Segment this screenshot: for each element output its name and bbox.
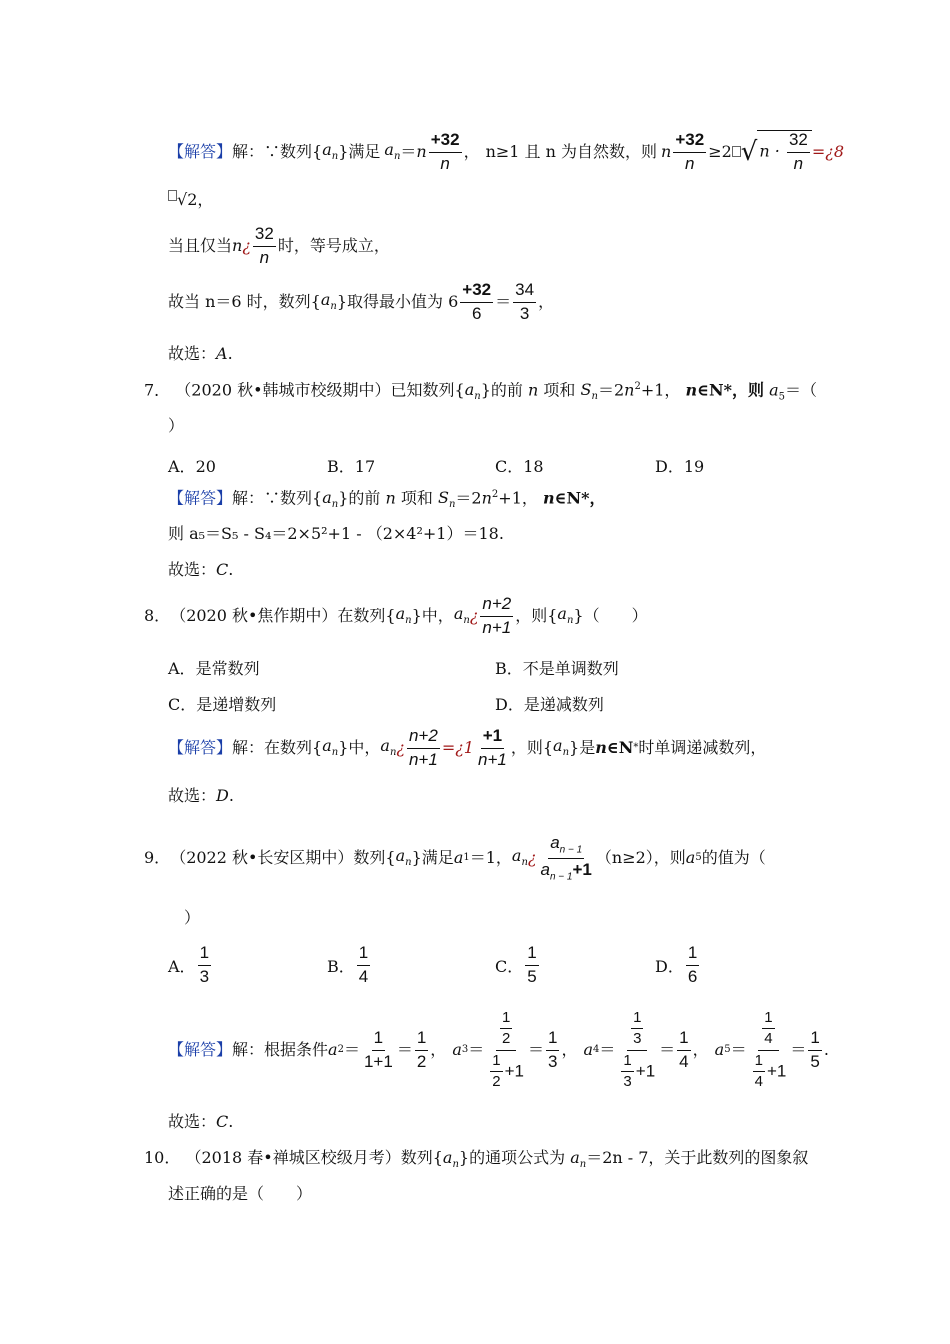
q7-solution-line2: 则 a₅＝S₅ - S₄＝2×5²+1 - （2×4²+1）＝18.: [168, 524, 504, 543]
q6-sol-text-b: }满足: [338, 142, 381, 161]
q7-option-d[interactable]: D．19: [655, 457, 705, 476]
q7-solution-line1: 【解答】解：∵数列$\{a_n\}$的前 n 项和 $S_n=2n^2+1$， n∈N*，: [168, 488, 606, 511]
q7-option-a[interactable]: A．20: [168, 457, 216, 476]
q8-number: 8．: [144, 606, 171, 625]
q9-paren-close: ）: [184, 908, 201, 927]
q6-answer: 故选：A.: [168, 344, 233, 363]
q6-solution-line1: 【解答】 解：∵数列{ $a_n$ }满足 $a_n$ ＝ n $\frac{+32}{n}$ ， n≥1 且 n 为自然数，则 n $\frac{+32}{n}$ ≥2 √ n · $\frac{32}{n}$ =¿8: [168, 129, 845, 173]
q6-tail: =¿8: [811, 142, 845, 161]
q7-option-b[interactable]: B．17: [327, 457, 376, 476]
q7-number: 7．: [144, 380, 171, 400]
q8-option-c[interactable]: C．是递增数列: [168, 695, 277, 714]
q6-fraction-32-n: $\frac{+32}{n}$: [430, 129, 460, 173]
q6-root: n · $\frac{32}{n}$: [757, 130, 811, 173]
q9-option-d[interactable]: D． $\frac{1}{6}$: [655, 943, 698, 986]
q6-solution-line3: 当且仅当 n ¿ $\frac{32}{n}$ 时，等号成立，: [168, 223, 390, 267]
q8-solution-line1: 【解答】 解：在数列{ $a_n$ }中， $a_n$ ¿ $\frac{n+2}{n+1}$ =¿1 $\frac{+1}{n+1}$ ，则{ $a_n$ }是 n ∈N * 时单调递减数列，: [168, 725, 767, 769]
q9-option-a[interactable]: A． $\frac{1}{3}$: [168, 943, 210, 986]
q8-option-a[interactable]: A．是常数列: [168, 659, 260, 678]
q6-solution-line2: √2，: [168, 192, 213, 208]
q9-number: 9．: [144, 848, 171, 867]
q9-answer: 故选：C.: [168, 1112, 234, 1131]
q7-option-c[interactable]: C．18: [495, 457, 544, 476]
q6-solution-line4: 故当 n＝6 时，数列{ $a_n$ }取得最小值为 6 $\frac{+32}{6}$ ＝ $\frac{34}{3}$ ，: [168, 279, 555, 323]
solution-label: 【解答】: [168, 142, 233, 161]
q7-stem: 7． （2020 秋•韩城市校级期中）已知数列$\{a_n\}$的前 n 项和 $S_n=2n^2+1$， n∈N*，则 $a_5=$（: [144, 380, 818, 403]
q10-stem: 10． （2018 春•禅城区校级月考）数列$\{a_n\}$的通项公式为 $a_n=2n - 7$，关于此数列的图象叙: [144, 1148, 809, 1171]
q9-option-c[interactable]: C． $\frac{1}{5}$: [495, 943, 537, 986]
q9-option-b[interactable]: B． $\frac{1}{4}$: [327, 943, 369, 986]
q6-ge: ≥2: [708, 142, 732, 161]
q7-answer: 故选：C.: [168, 560, 234, 579]
q7-paren-close: ）: [168, 416, 185, 435]
q8-option-d[interactable]: D．是递减数列: [495, 695, 604, 714]
q6-fraction-32-n-2: $\frac{+32}{n}$: [675, 129, 705, 173]
q10-stem-line2: 述正确的是（ ）: [168, 1184, 313, 1203]
q8-stem: 8． （2020 秋•焦作期中）在数列{ $a_n$ }中， $a_n$ ¿ $\frac{n+2}{n+1}$ ，则{ $a_n$ }（ ）: [144, 593, 648, 637]
q9-solution-line1: 【解答】 解：根据条件 a 2 ＝ $\frac{1}{1+1}$ ＝ $\frac{1}{2}$ ， a 3 ＝ $\frac{1}{2}$ $\frac{1}{2}$ +1 ＝ $\frac{1}{3}$ ， a 4 ＝ $\frac{1}{3}$ $\frac{1}{3}$ +1 ＝ $\frac{1}{4}$ ， a 5 ＝ $\frac{1}{4}$ $\frac{1}{4}$ +1 ＝ $\frac{1}{5}$ .: [168, 1008, 829, 1090]
q10-number: 10．: [144, 1148, 181, 1167]
q6-sol-text-a: 解：∵数列{: [232, 142, 323, 161]
q9-stem: 9． （2022 秋•长安区期中）数列{ $a_n$ }满足 a 1 ＝1， $a_n$ ¿ $\frac{a_{n - 1}}{a_{n - 1}+1}$ （n≥2），则 a 5 的值为（: [144, 833, 766, 882]
q6-sol-text-c: n≥1 且 n 为自然数，则: [485, 142, 658, 161]
q8-option-b[interactable]: B．不是单调数列: [495, 659, 619, 678]
q8-answer: 故选：D.: [168, 786, 234, 805]
